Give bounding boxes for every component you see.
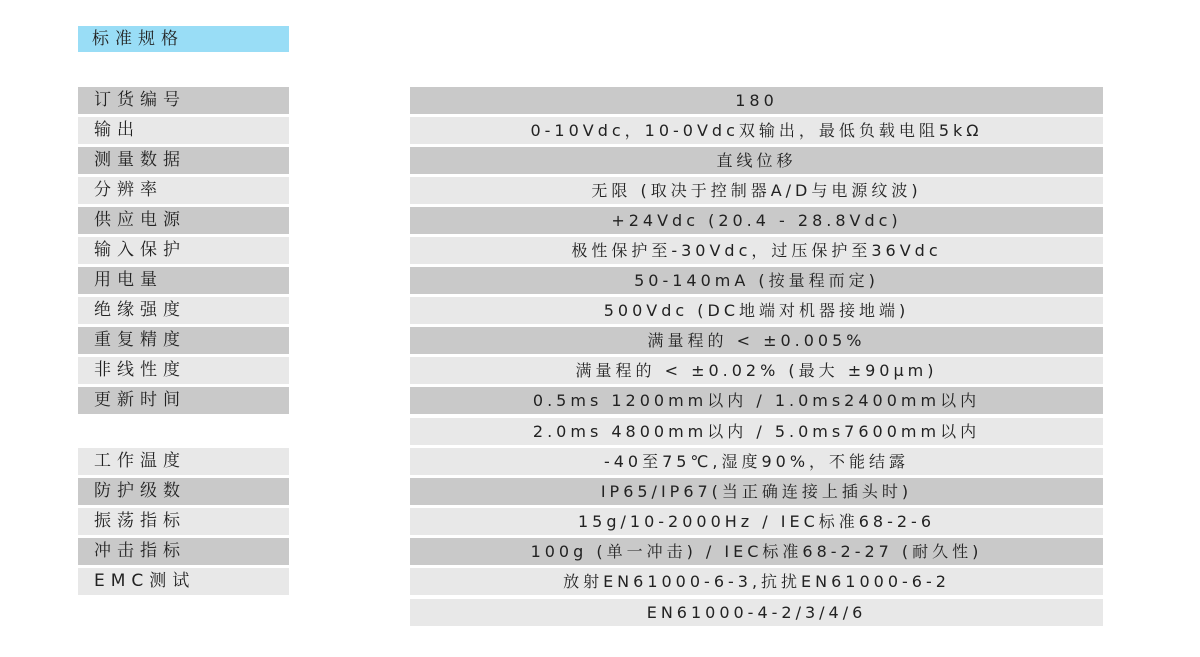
spec-value: 满量程的 < ±0.02% (最大 ±90μm): [410, 357, 1103, 384]
spec-label: 用电量: [78, 267, 289, 294]
spec-row: [0, 508, 1200, 535]
spec-row: [0, 237, 1200, 264]
spec-row-continuation: [0, 599, 1200, 626]
spec-label: 输入保护: [78, 237, 289, 264]
spec-row: [0, 267, 1200, 294]
spec-label: 工作温度: [78, 448, 289, 475]
spec-value: 0-10Vdc，10-0Vdc双输出，最低负载电阻5kΩ: [410, 117, 1103, 144]
spec-value: 180: [410, 87, 1103, 114]
spec-row: [0, 448, 1200, 475]
spec-row: [0, 147, 1200, 174]
spec-label: EMC测试: [78, 568, 289, 595]
spec-label: 输出: [78, 117, 289, 144]
spec-row: [0, 387, 1200, 414]
spec-row: [0, 357, 1200, 384]
spec-label: 振荡指标: [78, 508, 289, 535]
spec-value: 2.0ms 4800mm以内 / 5.0ms7600mm以内: [410, 418, 1103, 445]
spec-value: 500Vdc (DC地端对机器接地端): [410, 297, 1103, 324]
spec-label: 非线性度: [78, 357, 289, 384]
spec-row: [0, 177, 1200, 204]
spec-row: [0, 538, 1200, 565]
spec-value: +24Vdc (20.4 - 28.8Vdc): [410, 207, 1103, 234]
spec-row: [0, 297, 1200, 324]
spec-label: 分辨率: [78, 177, 289, 204]
spec-value: 50-140mA (按量程而定): [410, 267, 1103, 294]
spec-label: 冲击指标: [78, 538, 289, 565]
spec-row: [0, 478, 1200, 505]
spec-label: 绝缘强度: [78, 297, 289, 324]
spec-value: 直线位移: [410, 147, 1103, 174]
spec-value: 满量程的 < ±0.005%: [410, 327, 1103, 354]
spec-label: 订货编号: [78, 87, 289, 114]
spec-row: [0, 207, 1200, 234]
spec-value: EN61000-4-2/3/4/6: [410, 599, 1103, 626]
spec-label: 重复精度: [78, 327, 289, 354]
spec-label: 供应电源: [78, 207, 289, 234]
spec-row: [0, 87, 1200, 114]
spec-value: 15g/10-2000Hz / IEC标准68-2-6: [410, 508, 1103, 535]
spec-row: [0, 327, 1200, 354]
spec-row: [0, 117, 1200, 144]
spec-row-continuation: [0, 418, 1200, 445]
section-title: 标准规格: [78, 26, 289, 52]
spec-label: 更新时间: [78, 387, 289, 414]
spec-value: 放射EN61000-6-3,抗扰EN61000-6-2: [410, 568, 1103, 595]
spec-value: IP65/IP67(当正确连接上插头时): [410, 478, 1103, 505]
spec-label: 测量数据: [78, 147, 289, 174]
spec-label: 防护级数: [78, 478, 289, 505]
spec-value: 0.5ms 1200mm以内 / 1.0ms2400mm以内: [410, 387, 1103, 414]
spec-value: 无限 (取决于控制器A/D与电源纹波): [410, 177, 1103, 204]
spec-value: 100g (单一冲击) / IEC标准68-2-27 (耐久性): [410, 538, 1103, 565]
spec-value: -40至75℃,湿度90%，不能结露: [410, 448, 1103, 475]
spec-row: [0, 568, 1200, 595]
spec-value: 极性保护至-30Vdc，过压保护至36Vdc: [410, 237, 1103, 264]
